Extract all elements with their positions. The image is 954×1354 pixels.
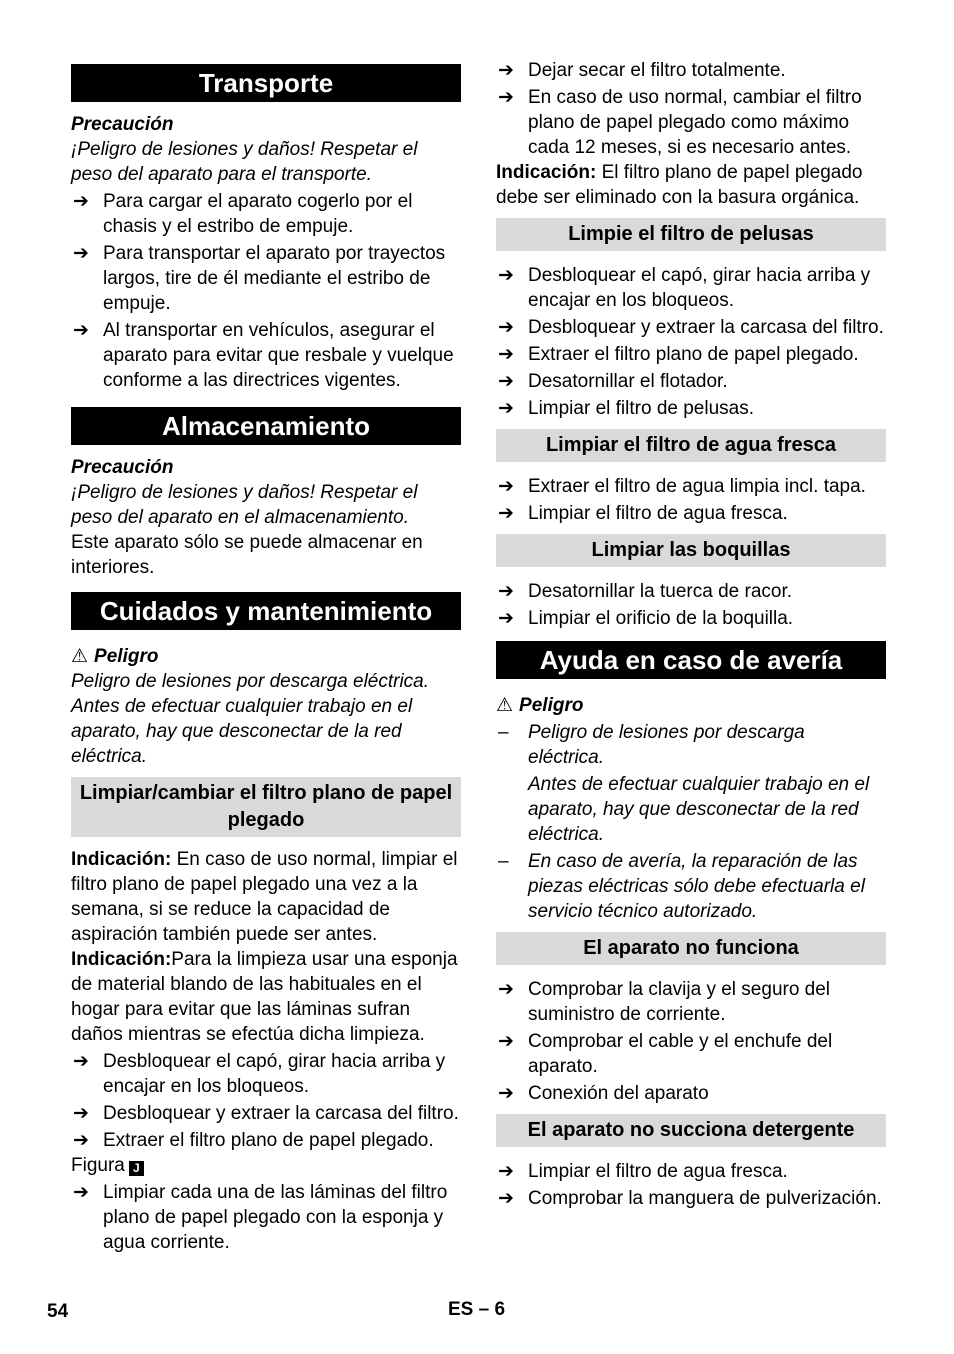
list-item: ➔ Extraer el filtro plano de papel plegado. xyxy=(498,344,859,365)
heading-agua-fresca: Limpiar el filtro de agua fresca xyxy=(496,429,886,462)
danger-continuation: Antes de efectuar cualquier trabajo en el aparato, hay que desconectar de la red eléctrica. xyxy=(528,774,870,845)
list-item: ➔ Limpiar el filtro de agua fresca. xyxy=(498,1161,788,1182)
language-page-label: ES – 6 xyxy=(448,1299,506,1320)
list-item: ➔ Desbloquear el capó, girar hacia arriba y encajar en los bloqueos. xyxy=(73,1051,446,1097)
caution-text-almacenamiento: ¡Peligro de lesiones y daños! Respetar el peso del aparato en el almacenamiento. xyxy=(71,482,418,528)
list-item: ➔ Limpiar el filtro de pelusas. xyxy=(498,398,754,419)
warning-icon: ⚠ xyxy=(71,646,89,667)
note-2: Indicación:Para la limpieza usar una esponja de material blando de las habituales en el hogar para evitar que las láminas sufran daños mientras se efectúa dicha limpieza. xyxy=(71,949,458,1045)
heading-no-succiona: El aparato no succiona detergente xyxy=(496,1114,886,1147)
list-item: ➔ En caso de uso normal, cambiar el filtro plano de papel plegado como máximo cada 12 meses, si es necesario antes. xyxy=(498,87,862,158)
figure-letter-icon: J xyxy=(129,1161,144,1176)
heading-pelusas: Limpie el filtro de pelusas xyxy=(496,218,886,251)
list-item: ➔ Desbloquear el capó, girar hacia arriba y encajar en los bloqueos. xyxy=(498,265,871,311)
arrow-right-icon: ➔ xyxy=(73,1182,89,1203)
arrow-right-icon: ➔ xyxy=(73,1051,89,1072)
arrow-right-icon: ➔ xyxy=(498,398,514,419)
left-column xyxy=(71,58,461,1255)
arrow-right-icon: ➔ xyxy=(498,1161,514,1182)
list-item: ➔ Extraer el filtro de agua limpia incl. tapa. xyxy=(498,476,866,497)
heading-filtro-plano: Limpiar/cambiar el filtro plano de papel plegado xyxy=(71,777,461,837)
list-item: ➔ Limpiar el filtro de agua fresca. xyxy=(498,503,788,524)
list-item: ➔ Desatornillar el flotador. xyxy=(498,371,728,392)
caution-label-transporte: Precaución xyxy=(71,114,174,135)
list-item: ➔ Extraer el filtro plano de papel plegado. xyxy=(73,1130,434,1151)
arrow-right-icon: ➔ xyxy=(498,608,514,629)
danger-label-cuidados: ⚠ Peligro xyxy=(71,646,159,667)
arrow-right-icon: ➔ xyxy=(498,265,514,286)
heading-transporte: Transporte xyxy=(71,64,461,102)
arrow-right-icon: ➔ xyxy=(498,317,514,338)
arrow-right-icon: ➔ xyxy=(498,1031,514,1052)
list-item: ➔ Limpiar el orificio de la boquilla. xyxy=(498,608,794,629)
arrow-right-icon: ➔ xyxy=(498,87,514,108)
list-item: ➔ Conexión del aparato xyxy=(498,1083,709,1104)
arrow-right-icon: ➔ xyxy=(498,371,514,392)
list-item: ➔ Desbloquear y extraer la carcasa del filtro. xyxy=(73,1103,459,1124)
arrow-right-icon: ➔ xyxy=(498,344,514,365)
arrow-right-icon: ➔ xyxy=(498,979,514,1000)
list-item: ➔ Comprobar la clavija y el seguro del suministro de corriente. xyxy=(498,979,831,1025)
arrow-right-icon: ➔ xyxy=(498,581,514,602)
danger-label-ayuda: ⚠ Peligro xyxy=(496,695,584,716)
arrow-right-icon: ➔ xyxy=(498,476,514,497)
arrow-right-icon: ➔ xyxy=(73,1103,89,1124)
list-item: ➔ Dejar secar el filtro totalmente. xyxy=(498,60,786,81)
note-1: Indicación: En caso de uso normal, limpiar el filtro plano de papel plegado una vez a la semana, si se reduce la capacidad de aspiración también puede ser antes. xyxy=(71,849,458,945)
list-item: ➔ Para cargar el aparato cogerlo por el chasis y el estribo de empuje. xyxy=(73,191,413,237)
arrow-right-icon: ➔ xyxy=(73,1130,89,1151)
page-number: 54 xyxy=(47,1301,69,1322)
list-item: ➔ Desbloquear y extraer la carcasa del filtro. xyxy=(498,317,884,338)
arrow-right-icon: ➔ xyxy=(73,191,89,212)
right-column xyxy=(496,58,886,1211)
list-item: ➔ Al transportar en vehículos, asegurar el aparato para evitar que resbale y vuelque conforme a las directrices vigentes. xyxy=(73,320,454,391)
heading-almacenamiento: Almacenamiento xyxy=(71,407,461,445)
heading-boquillas: Limpiar las boquillas xyxy=(496,534,886,567)
heading-no-funciona: El aparato no funciona xyxy=(496,932,886,965)
warning-icon: ⚠ xyxy=(496,695,514,716)
arrow-right-icon: ➔ xyxy=(498,1083,514,1104)
arrow-right-icon: ➔ xyxy=(498,503,514,524)
list-item: ➔ Comprobar el cable y el enchufe del aparato. xyxy=(498,1031,833,1077)
list-item: ➔ Para transportar el aparato por trayectos largos, tire de él mediante el estribo de empuje. xyxy=(73,243,446,314)
arrow-right-icon: ➔ xyxy=(73,243,89,264)
heading-cuidados: Cuidados y mantenimiento xyxy=(71,592,461,630)
list-item: – Peligro de lesiones por descarga eléctrica. xyxy=(498,722,805,768)
note-disposal: Indicación: El filtro plano de papel plegado debe ser eliminado con la basura orgánica. xyxy=(496,162,863,208)
caution-text-transporte: ¡Peligro de lesiones y daños! Respetar el peso del aparato para el transporte. xyxy=(71,139,418,185)
list-item: – En caso de avería, la reparación de las piezas eléctricas sólo debe efectuarla el servicio técnico autorizado. xyxy=(498,851,865,922)
list-item: ➔ Limpiar cada una de las láminas del filtro plano de papel plegado con la esponja y agua corriente. xyxy=(73,1182,448,1253)
arrow-right-icon: ➔ xyxy=(498,1188,514,1209)
list-item: ➔ Desatornillar la tuerca de racor. xyxy=(498,581,793,602)
arrow-right-icon: ➔ xyxy=(73,320,89,341)
heading-ayuda: Ayuda en caso de avería xyxy=(496,641,886,679)
list-item: ➔ Comprobar la manguera de pulverización. xyxy=(498,1188,882,1209)
storage-text: Este aparato sólo se puede almacenar en interiores. xyxy=(71,532,423,578)
danger-text-cuidados: Peligro de lesiones por descarga eléctrica. Antes de efectuar cualquier trabajo en el aparato, hay que desconectar de la red eléctrica. xyxy=(71,671,430,767)
caution-label-almacenamiento: Precaución xyxy=(71,457,174,478)
figure-reference: Figura J xyxy=(71,1153,461,1178)
arrow-right-icon: ➔ xyxy=(498,60,514,81)
